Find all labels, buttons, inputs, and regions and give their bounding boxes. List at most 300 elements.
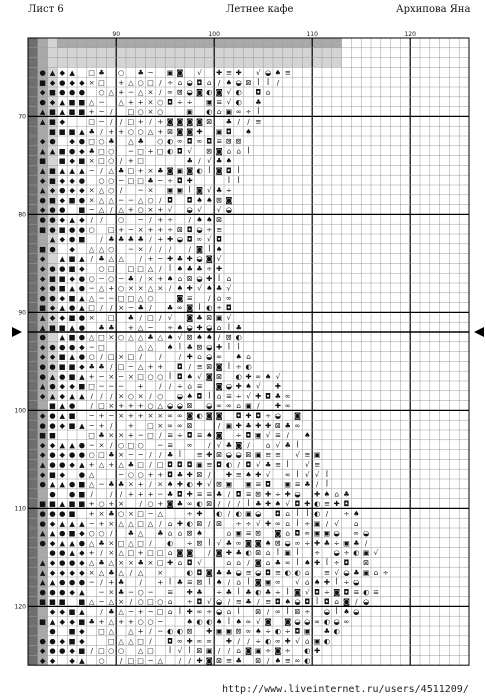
shade-cell — [48, 254, 58, 264]
stitch-symbol: ⌂ — [167, 597, 173, 607]
stitch-symbol: ⊠ — [235, 136, 242, 146]
stitch-symbol: ≡ — [196, 489, 203, 499]
stitch-symbol: ◆ — [49, 440, 56, 450]
shade-cell — [283, 38, 293, 48]
stitch-symbol: ◒ — [333, 616, 340, 626]
stitch-symbol: ◙ — [176, 68, 184, 78]
stitch-symbol: ⊠ — [216, 479, 223, 489]
stitch-symbol: ⌂ — [216, 107, 222, 117]
stitch-symbol: × — [88, 156, 95, 166]
stitch-symbol: ● — [49, 646, 56, 656]
stitch-symbol: ▲ — [69, 352, 75, 362]
stitch-symbol: / — [159, 87, 162, 97]
stitch-symbol: ⌂ — [334, 489, 339, 499]
stitch-symbol: ▲ — [39, 460, 46, 470]
stitch-symbol: × — [118, 352, 125, 362]
stitch-symbol: ◙ — [186, 117, 194, 127]
stitch-symbol: / — [110, 205, 113, 215]
stitch-symbol: / — [159, 450, 162, 460]
stitch-symbol: ● — [49, 136, 56, 146]
stitch-symbol: ● — [68, 401, 76, 411]
stitch-symbol: ꟾ — [296, 548, 299, 558]
stitch-symbol: ▲ — [59, 479, 66, 489]
stitch-symbol: × — [157, 283, 164, 293]
stitch-symbol: ■ — [68, 126, 76, 136]
shade-cell — [106, 38, 116, 48]
stitch-symbol: ✚ — [206, 273, 213, 283]
stitch-symbol: ◘ — [167, 469, 173, 479]
stitch-symbol: ꟾ — [198, 303, 201, 313]
stitch-symbol: □ — [137, 636, 145, 646]
stitch-symbol: ● — [49, 489, 56, 499]
stitch-symbol: ꟾ — [169, 264, 172, 274]
stitch-symbol: ▲ — [79, 518, 85, 528]
stitch-symbol: / — [325, 509, 329, 519]
stitch-symbol: ○ — [117, 646, 125, 656]
stitch-symbol: □ — [107, 636, 115, 646]
stitch-symbol: √ — [216, 440, 222, 450]
stitch-symbol: △ — [147, 264, 154, 274]
stitch-symbol: ∞ — [304, 528, 311, 538]
stitch-symbol: ◒ — [206, 322, 213, 332]
stitch-symbol: + — [88, 460, 95, 470]
stitch-symbol: ● — [39, 509, 46, 519]
stitch-symbol: ꟾ — [296, 440, 299, 450]
stitch-symbol: ꟾ — [178, 342, 181, 352]
stitch-symbol: ◆ — [79, 626, 85, 636]
stitch-symbol: ◙ — [215, 166, 223, 176]
stitch-symbol: ─ — [118, 381, 124, 391]
stitch-symbol: ≡ — [284, 68, 291, 78]
stitch-symbol: ◆ — [39, 469, 46, 479]
stitch-symbol: ♣ — [255, 499, 262, 509]
stitch-symbol: √ — [295, 577, 300, 587]
stitch-symbol: ◘ — [177, 460, 183, 470]
stitch-symbol: □ — [156, 146, 164, 156]
stitch-symbol: / — [149, 460, 152, 470]
stitch-symbol: ⌂ — [197, 352, 202, 362]
stitch-symbol: ◐ — [294, 567, 301, 577]
stitch-symbol: ─ — [99, 587, 104, 597]
stitch-symbol: ─ — [99, 117, 104, 127]
stitch-symbol: ✚ — [167, 234, 174, 244]
stitch-symbol: ▣ — [264, 577, 272, 587]
stitch-symbol: ∞ — [196, 636, 203, 646]
stitch-symbol: / — [100, 166, 103, 176]
stitch-symbol: ♣ — [88, 616, 95, 626]
stitch-symbol: ÷ — [176, 97, 183, 107]
stitch-symbol: ◘ — [177, 362, 183, 372]
stitch-symbol: √ — [285, 499, 290, 509]
stitch-symbol: ≡ — [265, 597, 272, 607]
stitch-symbol: ⌂ — [305, 577, 310, 587]
stitch-symbol: ♣ — [264, 460, 272, 470]
stitch-symbol: ○ — [98, 264, 105, 274]
stitch-symbol: ♠ — [245, 469, 252, 479]
stitch-symbol: ÷ — [382, 567, 389, 577]
stitch-symbol: ○ — [98, 656, 105, 666]
stitch-symbol: ◆ — [39, 656, 46, 666]
stitch-symbol: / — [100, 215, 103, 225]
stitch-symbol: ■ — [58, 597, 66, 607]
stitch-symbol: ◒ — [274, 411, 282, 421]
stitch-symbol: ꟾ — [227, 322, 230, 332]
stitch-symbol: ● — [49, 509, 56, 519]
stitch-symbol: √ — [167, 205, 173, 215]
stitch-symbol: ≡ — [167, 430, 174, 440]
shade-cell — [175, 38, 185, 48]
stitch-symbol: × — [127, 479, 134, 489]
shade-cell — [283, 58, 293, 68]
stitch-symbol: ▣ — [225, 626, 233, 636]
stitch-symbol: ◐ — [333, 626, 340, 636]
shade-cell — [28, 420, 38, 430]
stitch-symbol: ─ — [118, 273, 124, 283]
stitch-symbol: ▲ — [49, 146, 56, 156]
stitch-symbol: / — [247, 636, 250, 646]
column-number: 110 — [306, 31, 318, 38]
stitch-symbol: ■ — [68, 313, 76, 323]
stitch-symbol: ♠ — [206, 215, 213, 225]
source-watermark: http://www.liveinternet.ru/users/4511209/ — [222, 684, 469, 695]
stitch-symbol: △ — [98, 244, 105, 254]
stitch-symbol: ꟾ — [257, 107, 260, 117]
shade-cell — [28, 518, 38, 528]
stitch-symbol: / — [149, 479, 152, 489]
stitch-symbol: ꟾ — [325, 558, 328, 568]
stitch-symbol: ꟾ — [178, 607, 181, 617]
stitch-symbol: + — [88, 509, 95, 519]
stitch-symbol: ♣ — [137, 303, 144, 313]
stitch-symbol: / — [227, 597, 231, 607]
stitch-symbol: ▲ — [59, 518, 66, 528]
stitch-symbol: ● — [59, 646, 66, 656]
stitch-symbol: ♣ — [186, 264, 193, 274]
stitch-symbol: ✚ — [186, 587, 193, 597]
stitch-symbol: ▲ — [69, 215, 75, 225]
stitch-symbol: + — [88, 548, 95, 558]
stitch-symbol: □ — [147, 548, 154, 558]
stitch-symbol: ◆ — [59, 195, 66, 205]
stitch-symbol: ▣ — [215, 126, 223, 136]
stitch-symbol: ◐ — [166, 136, 174, 146]
stitch-symbol: ─ — [128, 146, 134, 156]
stitch-symbol: ≡ — [274, 450, 281, 460]
stitch-symbol: ◘ — [235, 411, 242, 421]
stitch-symbol: ♠ — [166, 479, 174, 489]
shade-cell — [165, 58, 175, 68]
stitch-symbol: × — [147, 273, 154, 283]
stitch-symbol: ♣ — [108, 567, 115, 577]
stitch-symbol: ● — [49, 587, 56, 597]
stitch-symbol: ▲ — [59, 303, 66, 313]
stitch-symbol: √ — [256, 460, 261, 470]
stitch-symbol: △ — [88, 538, 95, 548]
stitch-symbol: △ — [128, 626, 134, 636]
stitch-symbol: ꟾ — [276, 548, 279, 558]
stitch-symbol: ● — [59, 548, 66, 558]
stitch-symbol: ⊠ — [225, 136, 232, 146]
stitch-symbol: ꟾ — [208, 391, 211, 401]
stitch-symbol: ■ — [58, 156, 66, 166]
stitch-symbol: △ — [98, 195, 105, 205]
stitch-symbol: ◙ — [166, 166, 174, 176]
stitch-symbol: ◘ — [343, 587, 350, 597]
stitch-symbol: ⌂ — [236, 558, 241, 568]
stitch-symbol: ◆ — [79, 528, 85, 538]
shade-cell — [273, 58, 283, 68]
stitch-symbol: ◘ — [304, 597, 311, 607]
stitch-symbol: ● — [78, 440, 86, 450]
shade-cell — [28, 655, 38, 665]
stitch-symbol: ▲ — [69, 391, 75, 401]
stitch-symbol: ■ — [78, 499, 86, 509]
stitch-symbol: / — [159, 381, 162, 391]
stitch-symbol: + — [118, 87, 125, 97]
stitch-symbol: ♣ — [353, 538, 360, 548]
stitch-symbol: √ — [256, 616, 261, 626]
stitch-symbol: △ — [98, 460, 105, 470]
shade-cell — [28, 87, 38, 97]
stitch-symbol: × — [147, 558, 154, 568]
stitch-symbol: / — [217, 646, 221, 656]
stitch-symbol: ♣ — [323, 538, 331, 548]
stitch-symbol: ◐ — [176, 626, 184, 636]
stitch-symbol: ♠ — [196, 332, 203, 342]
stitch-symbol: ● — [59, 77, 66, 87]
shade-cell — [165, 38, 175, 48]
shade-cell — [28, 361, 38, 371]
stitch-symbol: ♣ — [117, 166, 125, 176]
stitch-symbol: √ — [265, 430, 271, 440]
stitch-symbol: ✚ — [186, 175, 193, 185]
stitch-symbol: / — [208, 518, 211, 528]
stitch-symbol: ○ — [108, 273, 115, 283]
stitch-symbol: ♣ — [343, 489, 350, 499]
stitch-symbol: ≡ — [284, 656, 291, 666]
shade-cell — [48, 332, 58, 342]
stitch-symbol: ♣ — [225, 587, 233, 597]
stitch-symbol: ꟾ — [208, 166, 211, 176]
stitch-symbol: ● — [39, 293, 46, 303]
stitch-symbol: ◆ — [39, 175, 46, 185]
stitch-symbol: □ — [98, 156, 105, 166]
stitch-symbol: ◆ — [39, 254, 46, 264]
row-number: 70 — [18, 113, 26, 121]
stitch-symbol: ─ — [128, 450, 134, 460]
stitch-symbol: ◒ — [353, 607, 360, 617]
stitch-symbol: ▲ — [59, 254, 66, 264]
stitch-symbol: ─ — [128, 303, 134, 313]
stitch-symbol: ◙ — [205, 567, 213, 577]
stitch-symbol: ♣ — [98, 538, 105, 548]
stitch-symbol: ✚ — [284, 489, 291, 499]
stitch-symbol: ◆ — [39, 646, 46, 656]
stitch-symbol: ✚ — [176, 518, 183, 528]
stitch-symbol: + — [157, 234, 164, 244]
stitch-symbol: ■ — [58, 283, 66, 293]
author-name: Архипова Яна — [396, 4, 471, 15]
stitch-symbol: ● — [49, 205, 56, 215]
stitch-symbol: ⊠ — [206, 362, 213, 372]
shade-cell — [28, 636, 38, 646]
stitch-symbol: ■ — [39, 430, 47, 440]
stitch-symbol: ○ — [88, 273, 95, 283]
stitch-symbol: △ — [88, 479, 95, 489]
stitch-symbol: / — [110, 303, 113, 313]
stitch-symbol: ◘ — [255, 87, 262, 97]
row-number: 120 — [14, 603, 26, 611]
stitch-symbol: ⊠ — [186, 626, 193, 636]
stitch-symbol: ◘ — [265, 567, 271, 577]
stitch-symbol: □ — [156, 607, 164, 617]
stitch-symbol: ∞ — [245, 626, 252, 636]
stitch-symbol: □ — [107, 224, 115, 234]
stitch-symbol: × — [157, 411, 164, 421]
stitch-symbol: ÷ — [225, 185, 232, 195]
stitch-symbol: / — [90, 391, 93, 401]
center-arrow-right-icon — [474, 327, 484, 337]
stitch-symbol: ─ — [148, 509, 153, 519]
stitch-symbol: ■ — [68, 264, 76, 274]
stitch-symbol: ꟾ — [227, 175, 230, 185]
stitch-symbol: ● — [68, 146, 76, 156]
stitch-symbol: ● — [78, 577, 86, 587]
shade-cell — [28, 410, 38, 420]
stitch-symbol: ─ — [128, 87, 134, 97]
stitch-symbol: ▲ — [59, 440, 66, 450]
stitch-symbol: ─ — [138, 430, 143, 440]
stitch-symbol: ○ — [117, 440, 125, 450]
shade-cell — [87, 38, 97, 48]
stitch-symbol: ◒ — [255, 509, 262, 519]
shade-cell — [28, 224, 38, 234]
stitch-symbol: √ — [295, 450, 300, 460]
chart-title: Летнее кафе — [226, 4, 294, 15]
stitch-symbol: ♠ — [274, 656, 282, 666]
stitch-symbol: ◆ — [59, 175, 66, 185]
stitch-symbol: ○ — [117, 68, 125, 78]
stitch-symbol: ◒ — [196, 254, 203, 264]
stitch-symbol: ● — [78, 224, 86, 234]
stitch-symbol: ≡ — [216, 224, 223, 234]
stitch-symbol: √ — [197, 371, 202, 381]
stitch-symbol: ÷ — [167, 224, 174, 234]
shade-cell — [312, 58, 322, 68]
stitch-symbol: ÷ — [186, 97, 193, 107]
stitch-symbol: ◐ — [166, 538, 174, 548]
stitch-symbol: ◘ — [186, 430, 193, 440]
stitch-symbol: ◒ — [206, 352, 213, 362]
stitch-symbol: ♠ — [304, 430, 311, 440]
stitch-symbol: / — [227, 489, 231, 499]
stitch-symbol: / — [159, 518, 162, 528]
shade-cell — [165, 48, 175, 58]
stitch-symbol: ■ — [58, 224, 66, 234]
stitch-symbol: ♣ — [108, 136, 115, 146]
stitch-symbol: ○ — [157, 97, 164, 107]
stitch-symbol: ⊠ — [196, 469, 203, 479]
stitch-symbol: ◐ — [206, 303, 213, 313]
stitch-symbol: △ — [137, 322, 144, 332]
stitch-symbol: / — [100, 303, 103, 313]
stitch-symbol: ◘ — [167, 636, 173, 646]
shade-cell — [146, 58, 156, 68]
stitch-symbol: □ — [88, 430, 96, 440]
stitch-symbol: ▲ — [79, 656, 85, 666]
stitch-symbol: □ — [137, 518, 145, 528]
stitch-symbol: ✚ — [274, 401, 281, 411]
stitch-symbol: ◒ — [176, 234, 184, 244]
stitch-symbol: ◒ — [186, 87, 193, 97]
stitch-symbol: ◘ — [226, 166, 232, 176]
stitch-symbol: ◆ — [39, 411, 46, 421]
stitch-symbol: ◙ — [215, 548, 223, 558]
stitch-symbol: ○ — [98, 136, 105, 146]
stitch-symbol: ◙ — [176, 293, 184, 303]
stitch-symbol: ◆ — [49, 77, 56, 87]
stitch-symbol: ♣ — [108, 450, 115, 460]
shade-cell — [136, 58, 146, 68]
shade-cell — [28, 499, 38, 509]
stitch-symbol: / — [119, 185, 123, 195]
stitch-symbol: ♣ — [137, 68, 144, 78]
shade-cell — [28, 352, 38, 362]
stitch-symbol: ♠ — [196, 195, 203, 205]
stitch-symbol: ■ — [49, 401, 56, 411]
stitch-symbol: ◆ — [69, 185, 75, 195]
stitch-symbol: ▣ — [343, 538, 350, 548]
stitch-symbol: ▲ — [59, 107, 66, 117]
stitch-symbol: √ — [256, 381, 261, 391]
stitch-symbol: ⌂ — [216, 293, 222, 303]
stitch-symbol: ▣ — [313, 518, 321, 528]
stitch-symbol: √ — [295, 636, 300, 646]
stitch-symbol: + — [157, 205, 164, 215]
stitch-symbol: / — [188, 244, 191, 254]
stitch-symbol: ■ — [68, 293, 76, 303]
stitch-symbol: ◘ — [265, 479, 271, 489]
stitch-symbol: ● — [68, 577, 76, 587]
stitch-symbol: ≡ — [235, 469, 242, 479]
stitch-symbol: ✚ — [255, 391, 262, 401]
stitch-symbol: ÷ — [206, 224, 213, 234]
stitch-symbol: ꟾ — [316, 597, 319, 607]
stitch-symbol: ● — [68, 234, 76, 244]
stitch-symbol: ♣ — [215, 567, 223, 577]
stitch-symbol: ÷ — [343, 509, 350, 519]
stitch-symbol: △ — [128, 538, 134, 548]
stitch-symbol: ─ — [158, 254, 163, 264]
stitch-symbol: / — [110, 117, 113, 127]
stitch-symbol: ■ — [58, 146, 66, 156]
stitch-symbol: ○ — [137, 587, 144, 597]
stitch-symbol: ÷ — [186, 597, 193, 607]
stitch-symbol: ○ — [147, 499, 154, 509]
stitch-symbol: □ — [137, 538, 145, 548]
column-number: 120 — [404, 31, 416, 38]
stitch-symbol: ♠ — [264, 538, 272, 548]
stitch-symbol: ● — [68, 558, 76, 568]
stitch-symbol: ♣ — [353, 567, 360, 577]
stitch-symbol: ▲ — [69, 68, 75, 78]
stitch-symbol: ■ — [78, 479, 86, 489]
stitch-symbol: ♣ — [98, 558, 105, 568]
shade-cell — [28, 283, 38, 293]
stitch-symbol: ♣ — [127, 460, 135, 470]
stitch-symbol: □ — [137, 371, 145, 381]
stitch-symbol: ♣ — [284, 420, 291, 430]
